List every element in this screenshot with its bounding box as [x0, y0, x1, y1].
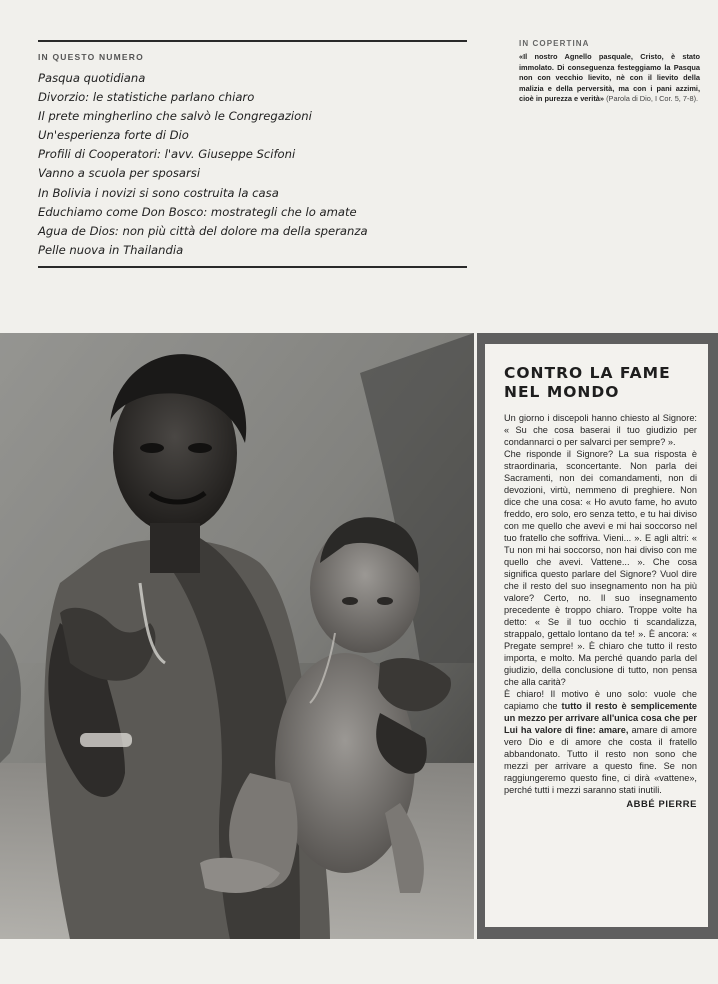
article-paragraph: [504, 688, 697, 796]
cover-quote: «Il nostro Agnello pasquale, Cristo, è stato immolato. Di conseguenza festeggiamo la Pasqua non con vecchio lievito, nè con il lievito della malizia e della perversità, ma con i pani azzimi, cioè in purezza e verità»: [519, 52, 700, 104]
toc-item: Agua de Dios: non più città del dolore ma della speranza: [38, 223, 368, 238]
table-of-contents: [38, 40, 467, 268]
toc-item: Pelle nuova in Thailandia: [38, 242, 184, 257]
toc-item: Educhiamo come Don Bosco: mostrategli che lo amate: [38, 204, 357, 219]
toc-list: [38, 69, 467, 260]
toc-item: Pasqua quotidiana: [38, 71, 146, 85]
toc-item: In Bolivia i novizi si sono costruita la casa: [38, 185, 279, 200]
article-title: CONTRO LA FAME NEL MONDO: [504, 364, 671, 401]
cover-note: [519, 39, 700, 105]
article-text: È chiaro! Il motivo è uno solo: vuole che capiamo che: [504, 689, 697, 711]
article-signature: ABBÉ PIERRE: [626, 798, 697, 809]
cover-text: [519, 52, 700, 105]
article-emphasis: tutto il resto è semplicemente un mezzo per arrivare all'unica cosa che per Lui ha valore di fine: amare,: [504, 701, 697, 735]
article-paragraph: Un giorno i discepoli hanno chiesto al Signore: « Su che cosa baserai il tuo giudizio per condannarci o per salvarci per sempre? ».: [504, 413, 697, 447]
photo-illustration: [0, 333, 474, 939]
toc-item: Divorzio: le statistiche parlano chiaro: [38, 90, 255, 105]
cover-source: (Parola di Dio, I Cor. 5, 7-8).: [606, 94, 699, 104]
toc-top-rule: [38, 40, 467, 42]
toc-heading: IN QUESTO NUMERO: [38, 52, 144, 62]
toc-bottom-rule: [38, 266, 467, 268]
article-text: amare di amore vero Dio e di amore che costa il fratello abbandonato. Tutto il resto non sono che mezzi per arrivare a questo fine. Se non raggiungeremo questo fine, ci dirà «vattene», perché tutti i mezzi saranno stati inutili.: [504, 725, 697, 795]
photo-woman-with-child: [0, 333, 474, 939]
toc-item: Un'esperienza forte di Dio: [38, 128, 189, 143]
article-paragraph: Che risponde il Signore? La sua risposta è straordinaria, sconcertante. Non parla dei Sacramenti, non dei comandamenti, non di devozioni, virtù, nemmeno di preghiere. Non dice che una cosa: « Ho avuto fame, ho avuto freddo, ero solo, ero senza tetto, e tu hai diviso con me quello che avevi e mi hai soccorso nel tuo fratello che soffriva. Vieni... ». E agli altri: « Tu non mi hai soccorso, non hai diviso con me quello che avevi. Vattene... ». Che cosa significa questo parlare del Signore? Vuol dire che il resto del suo insegnamento non ha più valore? Certo, no. Il suo insegnamento precedente è troppo chiaro. Troppe volte ha detto: « Se il tuo occhio ti scandalizza, strappalo, gettalo lontano da te! ». È ancora: « Pregate sempre! ». È chiaro che tutto il resto importa, e molto. Ma perché quando parla del giudizio, della conclusione di tutto, non pensa che alla carità?: [504, 449, 697, 687]
article-contro-la-fame: [485, 344, 708, 927]
toc-item: Il prete mingherlino che salvò le Congregazioni: [38, 109, 312, 124]
cover-heading: IN COPERTINA: [519, 39, 590, 48]
article-body: [504, 412, 697, 796]
toc-item: Profili di Cooperatori: l'avv. Giuseppe Scifoni: [38, 147, 296, 162]
toc-item: Vanno a scuola per sposarsi: [38, 166, 201, 181]
